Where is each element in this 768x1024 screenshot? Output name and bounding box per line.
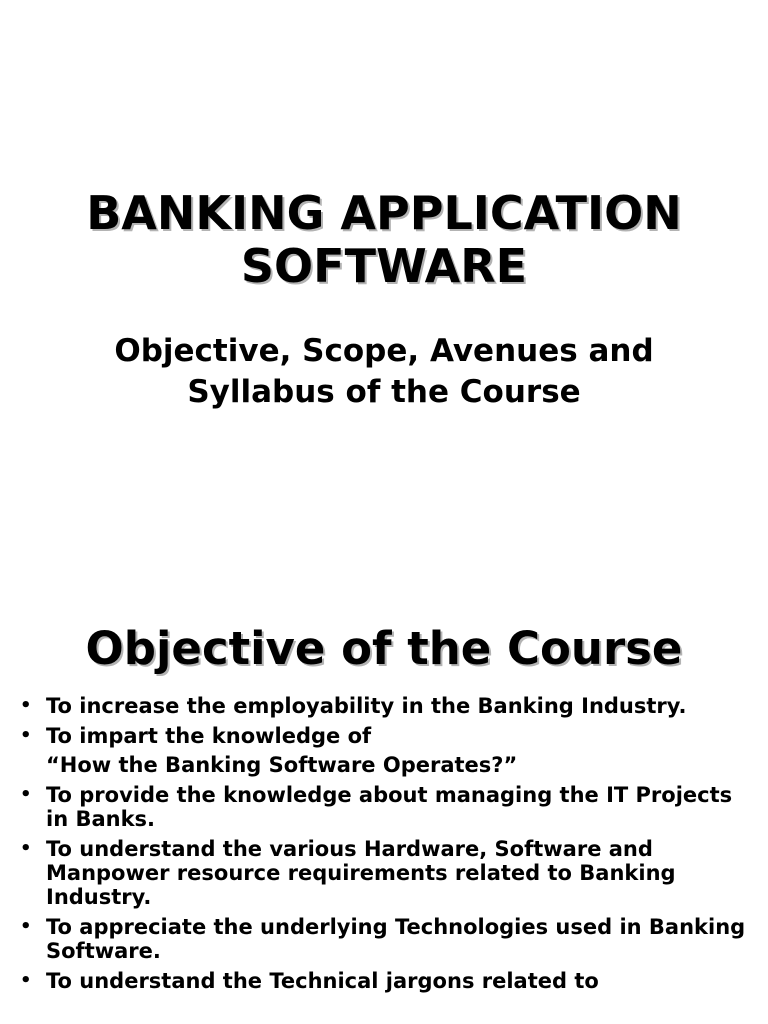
bullet-item (0, 694, 768, 718)
bullet-icon: • (20, 695, 32, 716)
bullet-icon: • (20, 725, 32, 746)
bullet-text: To impart the knowledge of (46, 724, 372, 748)
bullet-icon: • (20, 784, 32, 805)
bullet-text: To provide the knowledge about managing the IT Projects in Banks. (46, 783, 733, 831)
section-title: Objective of the Course (85, 622, 683, 675)
subtitle-line-2: Syllabus of the Course (187, 374, 581, 410)
main-title (0, 187, 768, 293)
bullet-text: “How the Banking Software Operates?” (46, 753, 518, 777)
bullet-icon: • (20, 970, 32, 991)
bullet-text: To increase the employability in the Banking Industry. (46, 694, 687, 718)
bullet-text: To understand the various Hardware, Software and Manpower resource requirements related to Banking Industry. (46, 837, 676, 909)
bullet-item (0, 783, 768, 831)
bullet-item (0, 837, 768, 909)
subtitle (0, 331, 768, 413)
bullet-item (0, 969, 768, 993)
bullet-icon: • (20, 916, 32, 937)
bullet-text: To understand the Technical jargons related to (46, 969, 599, 993)
bullet-item (0, 724, 768, 748)
bullet-text: To appreciate the underlying Technologies used in Banking Software. (46, 915, 746, 963)
subtitle-line-1: Objective, Scope, Avenues and (114, 333, 654, 369)
objective-slide (0, 576, 768, 1024)
main-title-line-2: SOFTWARE (240, 239, 528, 293)
bullet-icon: • (20, 838, 32, 859)
objective-bullet-list (0, 694, 768, 999)
bullet-continuation (0, 753, 768, 777)
bullet-item (0, 915, 768, 963)
main-title-line-1: BANKING APPLICATION (86, 186, 682, 240)
